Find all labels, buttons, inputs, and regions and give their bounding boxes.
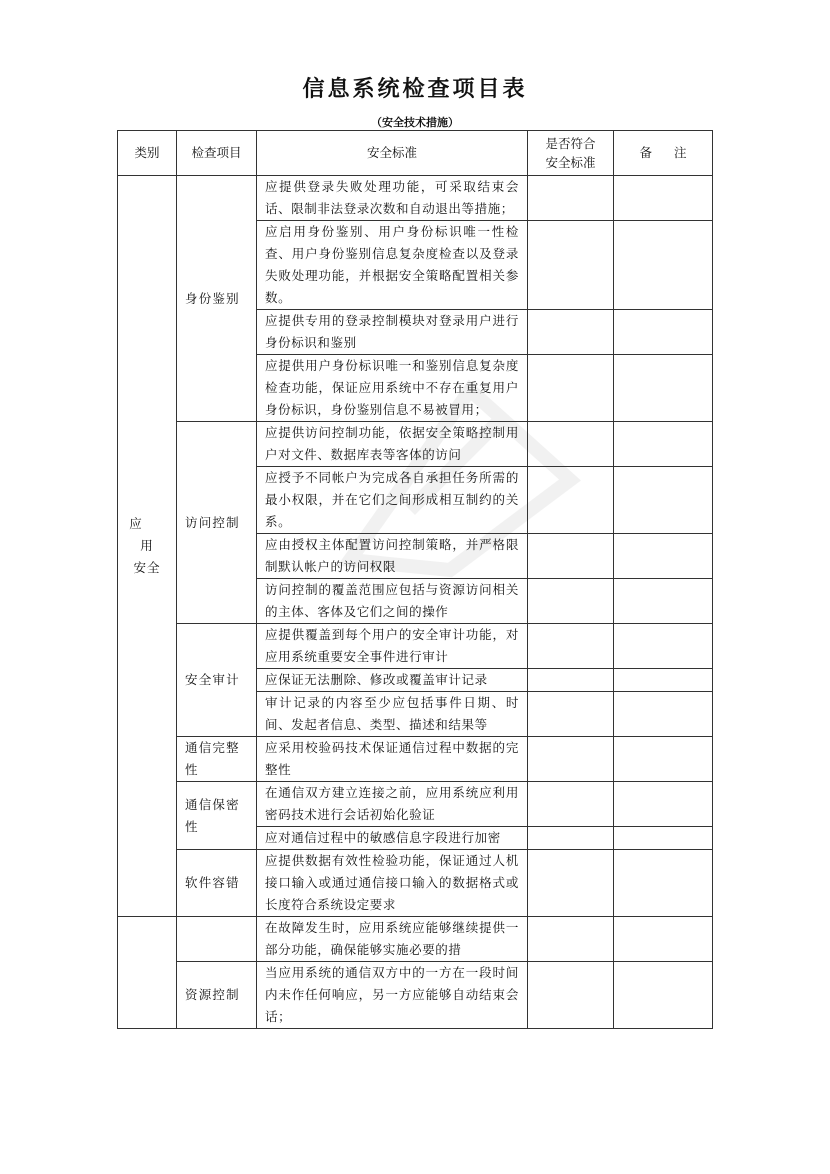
- remark-cell[interactable]: [614, 624, 713, 669]
- remark-cell[interactable]: [614, 355, 713, 422]
- category-char1: 应: [129, 516, 143, 531]
- remark-cell[interactable]: [614, 579, 713, 624]
- header-category: 类别: [118, 131, 177, 176]
- category-cell-continued: [118, 917, 177, 1029]
- standard-text: 访问控制的覆盖范围应包括与资源访问相关的主体、客体及它们之间的操作: [257, 579, 528, 624]
- header-item: 检查项目: [177, 131, 257, 176]
- compliance-cell[interactable]: [528, 850, 614, 917]
- table-row: [118, 737, 713, 782]
- item-security-audit: 安全审计: [177, 624, 257, 737]
- document-subtitle: （安全技术措施）: [371, 116, 459, 129]
- standard-text: 应保证无法删除、修改或覆盖审计记录: [257, 669, 528, 692]
- standard-text: 应提供访问控制功能，依据安全策略控制用户对文件、数据库表等客体的访问: [257, 422, 528, 467]
- header-remark-char1: 备: [639, 145, 652, 160]
- header-remark-char2: 注: [674, 145, 687, 160]
- item-identity-auth: 身份鉴别: [177, 176, 257, 422]
- compliance-cell[interactable]: [528, 827, 614, 850]
- header-compliance-line2: 安全标准: [545, 155, 596, 170]
- standard-text: 应提供登录失败处理功能，可采取结束会话、限制非法登录次数和自动退出等措施；: [257, 176, 528, 221]
- standard-text: 应由授权主体配置访问控制策略，并严格限制默认帐户的访问权限: [257, 534, 528, 579]
- compliance-cell[interactable]: [528, 310, 614, 355]
- standard-text: 应提供用户身份标识唯一和鉴别信息复杂度检查功能，保证应用系统中不存在重复用户身份标识，身份鉴别信息不易被冒用；: [257, 355, 528, 422]
- header-standard: 安全标准: [257, 131, 528, 176]
- item-communication-integrity: 通信完整性: [177, 737, 257, 782]
- table-row: [118, 962, 713, 1029]
- header-compliance-line1: 是否符合: [545, 136, 596, 151]
- table-row: [118, 850, 713, 917]
- item-communication-confidentiality: 通信保密性: [177, 782, 257, 850]
- compliance-cell[interactable]: [528, 917, 614, 962]
- compliance-cell[interactable]: [528, 579, 614, 624]
- remark-cell[interactable]: [614, 917, 713, 962]
- standard-text: 在故障发生时，应用系统应能够继续提供一部分功能，确保能够实施必要的措: [257, 917, 528, 962]
- inspection-table: [117, 130, 713, 1029]
- standard-text: 在通信双方建立连接之前，应用系统应利用密码技术进行会话初始化验证: [257, 782, 528, 827]
- compliance-cell[interactable]: [528, 467, 614, 534]
- compliance-cell[interactable]: [528, 962, 614, 1029]
- standard-text: 应启用身份鉴别、用户身份标识唯一性检查、用户身份鉴别信息复杂度检查以及登录失败处理功能，并根据安全策略配置相关参数。: [257, 221, 528, 310]
- compliance-cell[interactable]: [528, 624, 614, 669]
- standard-text: 应授予不同帐户为完成各自承担任务所需的最小权限，并在它们之间形成相互制约的关系。: [257, 467, 528, 534]
- remark-cell[interactable]: [614, 827, 713, 850]
- remark-cell[interactable]: [614, 782, 713, 827]
- remark-cell[interactable]: [614, 737, 713, 782]
- compliance-cell[interactable]: [528, 534, 614, 579]
- item-resource-control: 资源控制: [177, 962, 257, 1029]
- remark-cell[interactable]: [614, 850, 713, 917]
- header-remark: [614, 131, 713, 176]
- standard-text: 应对通信过程中的敏感信息字段进行加密: [257, 827, 528, 850]
- remark-cell[interactable]: [614, 310, 713, 355]
- table-row: [118, 176, 713, 221]
- table-header-row: [118, 131, 713, 176]
- header-compliance: [528, 131, 614, 176]
- compliance-cell[interactable]: [528, 422, 614, 467]
- standard-text: 应提供数据有效性检验功能，保证通过人机接口输入或通过通信接口输入的数据格式或长度符合系统设定要求: [257, 850, 528, 917]
- item-software-fault-tolerance: 软件容错: [177, 850, 257, 917]
- table-row: [118, 422, 713, 467]
- remark-cell[interactable]: [614, 467, 713, 534]
- document-title: 信息系统检查项目表: [302, 76, 528, 102]
- compliance-cell[interactable]: [528, 692, 614, 737]
- remark-cell[interactable]: [614, 692, 713, 737]
- standard-text: 应提供专用的登录控制模块对登录用户进行身份标识和鉴别: [257, 310, 528, 355]
- compliance-cell[interactable]: [528, 221, 614, 310]
- compliance-cell[interactable]: [528, 176, 614, 221]
- category-char2: 用: [140, 538, 154, 553]
- table-row: [118, 624, 713, 669]
- table-row: [118, 782, 713, 827]
- standard-text: 应提供覆盖到每个用户的安全审计功能，对应用系统重要安全事件进行审计: [257, 624, 528, 669]
- standard-text: 当应用系统的通信双方中的一方在一段时间内未作任何响应，另一方应能够自动结束会话；: [257, 962, 528, 1029]
- table-row: [118, 917, 713, 962]
- category-line2: 安全: [133, 560, 161, 575]
- remark-cell[interactable]: [614, 534, 713, 579]
- compliance-cell[interactable]: [528, 782, 614, 827]
- remark-cell[interactable]: [614, 176, 713, 221]
- item-continued: [177, 917, 257, 962]
- compliance-cell[interactable]: [528, 669, 614, 692]
- category-cell-app-security: [118, 176, 177, 917]
- standard-text: 应采用校验码技术保证通信过程中数据的完整性: [257, 737, 528, 782]
- remark-cell[interactable]: [614, 962, 713, 1029]
- compliance-cell[interactable]: [528, 737, 614, 782]
- item-access-control: 访问控制: [177, 422, 257, 624]
- standard-text: 审计记录的内容至少应包括事件日期、时间、发起者信息、类型、描述和结果等: [257, 692, 528, 737]
- compliance-cell[interactable]: [528, 355, 614, 422]
- remark-cell[interactable]: [614, 669, 713, 692]
- remark-cell[interactable]: [614, 422, 713, 467]
- remark-cell[interactable]: [614, 221, 713, 310]
